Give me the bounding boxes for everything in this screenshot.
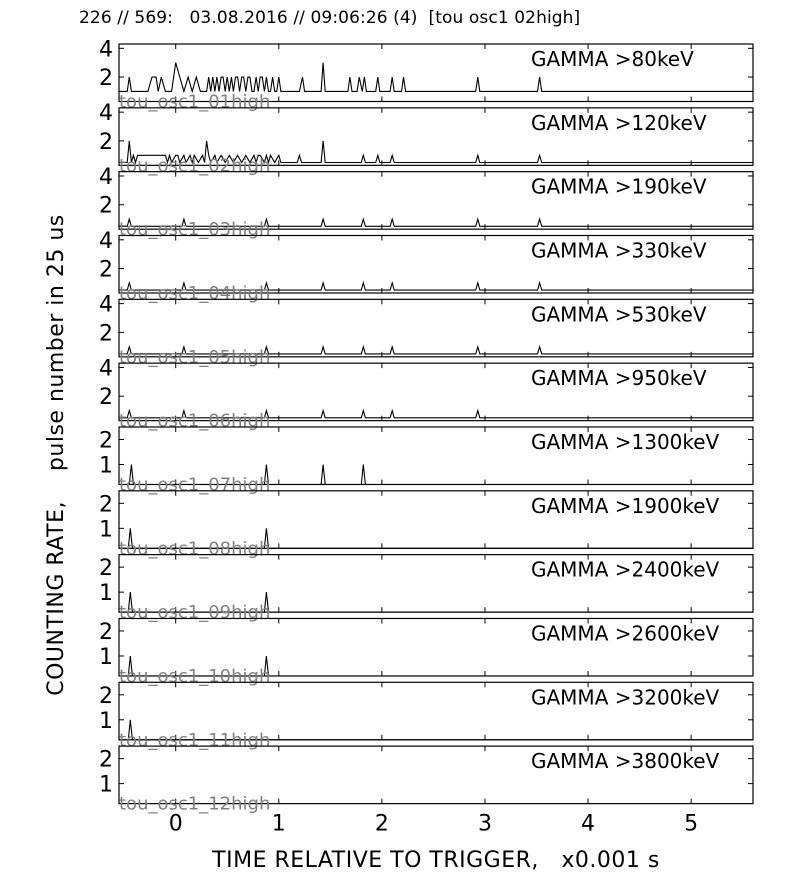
y-tick-label: 1 [99, 517, 113, 543]
panel-channel-label: tou_osc1_02high [119, 155, 271, 177]
x-tick-label: 2 [374, 811, 389, 837]
panel-energy-label: GAMMA >2600keV [531, 621, 720, 646]
figure-title: 226 // 569: 03.08.2016 // 09:06:26 (4) [tou osc1 02high] [79, 8, 581, 28]
panel-channel-label: tou_osc1_12high [119, 793, 271, 815]
y-tick-label: 1 [99, 644, 113, 670]
y-tick-label: 2 [99, 492, 113, 518]
x-tick-label: 5 [684, 811, 699, 837]
y-tick-label: 2 [99, 385, 113, 411]
y-tick-label: 4 [99, 37, 113, 63]
panel-energy-label: GAMMA >80keV [531, 47, 694, 71]
y-tick-label: 2 [99, 129, 113, 155]
y-tick-label: 4 [99, 228, 113, 254]
x-tick-label: 0 [168, 811, 183, 837]
panel-channel-label: tou_osc1_09high [119, 602, 271, 624]
y-axis-label: COUNTING RATE, pulse number in 25 us [44, 214, 69, 696]
panel-energy-label: GAMMA >530keV [531, 302, 707, 327]
panel-channel-label: tou_osc1_06high [119, 410, 271, 432]
y-tick-label: 4 [99, 292, 113, 318]
y-tick-label: 2 [99, 66, 113, 92]
x-tick-label: 4 [581, 811, 596, 837]
panel-energy-label: GAMMA >190keV [531, 174, 707, 199]
y-tick-label: 2 [99, 683, 113, 709]
panel-channel-label: tou_osc1_08high [119, 538, 271, 560]
panel-energy-label: GAMMA >330keV [531, 238, 707, 263]
y-tick-label: 2 [99, 428, 113, 454]
y-tick-label: 1 [99, 581, 113, 607]
panel-channel-label: tou_osc1_10high [119, 665, 271, 687]
y-tick-label: 4 [99, 164, 113, 190]
panel-energy-label: GAMMA >1300keV [531, 429, 720, 454]
y-tick-label: 4 [99, 356, 113, 382]
panel-energy-label: GAMMA >3800keV [531, 749, 720, 774]
y-tick-label: 2 [99, 257, 113, 283]
panel-channel-label: tou_osc1_07high [119, 474, 271, 496]
panel-channel-label: tou_osc1_03high [119, 219, 271, 241]
panel-channel-label: tou_osc1_11high [119, 729, 271, 751]
y-tick-label: 2 [99, 193, 113, 219]
panel-energy-label: GAMMA >3200keV [531, 685, 720, 710]
x-tick-label: 3 [477, 811, 492, 837]
y-tick-label: 4 [99, 101, 113, 127]
y-tick-label: 2 [99, 747, 113, 773]
y-tick-label: 1 [99, 708, 113, 734]
y-tick-label: 2 [99, 619, 113, 645]
y-tick-label: 1 [99, 772, 113, 798]
panel-energy-label: GAMMA >120keV [531, 110, 707, 135]
y-tick-label: 1 [99, 453, 113, 479]
panel-energy-label: GAMMA >1900keV [531, 493, 720, 518]
x-axis-label: TIME RELATIVE TO TRIGGER, x0.001 s [212, 848, 660, 873]
y-tick-label: 2 [99, 321, 113, 347]
panel-channel-label: tou_osc1_04high [119, 282, 271, 304]
x-tick-label: 1 [271, 811, 286, 837]
panel-channel-label: tou_osc1_01high [119, 91, 271, 113]
panel-energy-label: GAMMA >950keV [531, 366, 707, 391]
y-tick-label: 2 [99, 556, 113, 582]
panel-energy-label: GAMMA >2400keV [531, 557, 720, 582]
panel-channel-label: tou_osc1_05high [119, 346, 271, 368]
